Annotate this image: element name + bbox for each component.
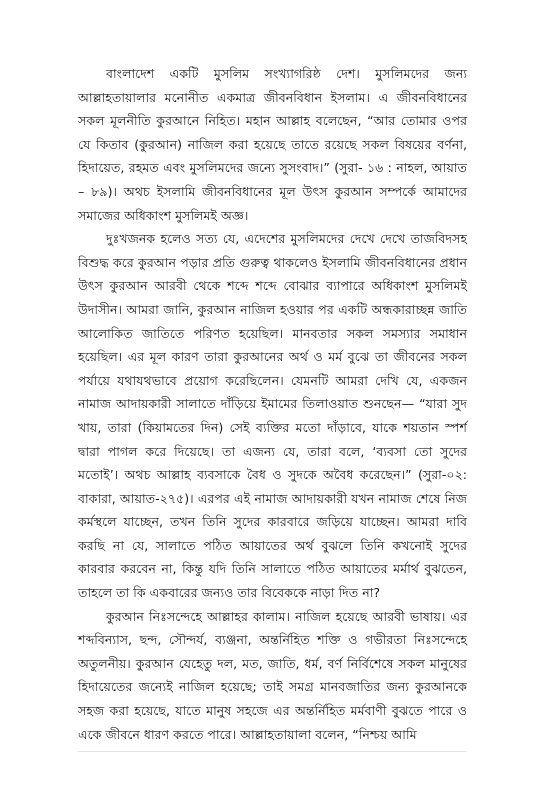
paragraph-3: কুরআন নিঃসন্দেহে আল্লাহর কালাম। নাজিল হয়েছে আরবী ভাষায়। এর শব্দবিন্যাস, ছন্দ, সৌন্দর্য, ব্যঞ্জনা, অন্তর্নিহিত শক্তি ও গভীরতা নিঃসন্দেহে অতুলনীয়। কুরআন যেহেতু দল, মত, জাতি, ধর্ম, বর্ণ নির্বিশেষে সকল মানুষের হিদায়েতের জন্যেই নাজিল হয়েছে; তাই সমগ্র মানবজাতির জন্য কুরআনকে সহজ করা হয়েছে, যাতে মানুষ সহজে এর অন্তর্নিহিত মর্মবাণী বুঝতে পারে ও একে জীবনে ধারণ করতে পারে। আল্লাহতায়ালা বলেন, “নিশ্চয় আমি (78, 608, 467, 742)
paragraph-1: বাংলাদেশ একটি মুসলিম সংখ্যাগরিষ্ঠ দেশ। মুসলিমদের জন্য আল্লাহতায়ালার মনোনীত একমাত্র জীবনবিধান ইসলাম। এ জীবনবিধানের সকল মূলনীতি কুরআনে নিহিত। মহান আল্লাহ বলেছেন, “আর তোমার ওপর যে কিতাব (কুরআন) নাজিল করা হয়েছে তাতে রয়েছে সকল বিষয়ের বর্ণনা, হিদায়েত, রহমত এবং মুসলিমদের জন্যে সুসংবাদ।” (সুরা- ১৬ : নাহল, আয়াত – ৮৯)। অথচ ইসলামি জীবনবিধানের মূল উৎস কুরআন সম্পর্কে আমাদের সমাজের অধিকাংশ মুসলিমই অজ্ঞ। (78, 66, 467, 223)
body-text (78, 62, 467, 746)
paragraph-2: দুঃখজনক হলেও সত্য যে, এদেশের মুসলিমদের দেখে দেখে তাজবিদসহ বিশুদ্ধ করে কুরআন পড়ার প্রতি গুরুত্ব থাকলেও ইসলামি জীবনবিধানের প্রধান উৎস কুরআন আরবী থেকে শব্দে শব্দে বোঝার ব্যাপারে অধিকাংশ মুসলিমই উদাসীন। আমরা জানি, কুরআন নাজিল হওয়ার পর একটি অন্ধকারাচ্ছন্ন জাতি আলোকিত জাতিতে পরিণত হয়েছিল। মানবতার সকল সমস্যার সমাধান হয়েছিল। এর মূল কারণ তারা কুরআনের অর্থ ও মর্ম বুঝে তা জীবনের সকল পর্যায়ে যথাযথভাবে প্রয়োগ করেছিলেন। যেমনটি আমরা দেখি যে, একজন নামাজ আদায়কারী সালাতে দাঁড়িয়ে ইমামের তিলাওয়াত শুনছেন— “যারা সুদ খায়, তারা (কিয়ামতের দিন) সেই ব্যক্তির মতো দাঁড়াবে, যাকে শয়তান স্পর্শ দ্বারা পাগল করে দিয়েছে। তা এজন্য যে, তারা বলে, ‘ব্যবসা তো সুদের মতোই’। অথচ আল্লাহ ব্যবসাকে বৈধ ও সুদকে অবৈধ করেছেন।” (সুরা-০২: বাকারা, আয়াত-২৭৫)। এরপর এই নামাজ আদায়কারী যখন নামাজ শেষে নিজ কর্মস্থলে যাচ্ছেন, তখন তিনি সুদের কারবারে জড়িয়ে যাচ্ছেন। আমরা দাবি করছি না যে, সালাতে পঠিত আয়াতের অর্থ বুঝলে তিনি কখনোই সুদের কারবার করবেন না, কিন্তু যদি তিনি সালাতে পঠিত আয়াতের মর্মার্থ বুঝতেন, তাহলে তা কি একবারের জন্যও তার বিবেককে নাড়া দিত না? (78, 231, 467, 601)
footer-divider (78, 751, 467, 752)
